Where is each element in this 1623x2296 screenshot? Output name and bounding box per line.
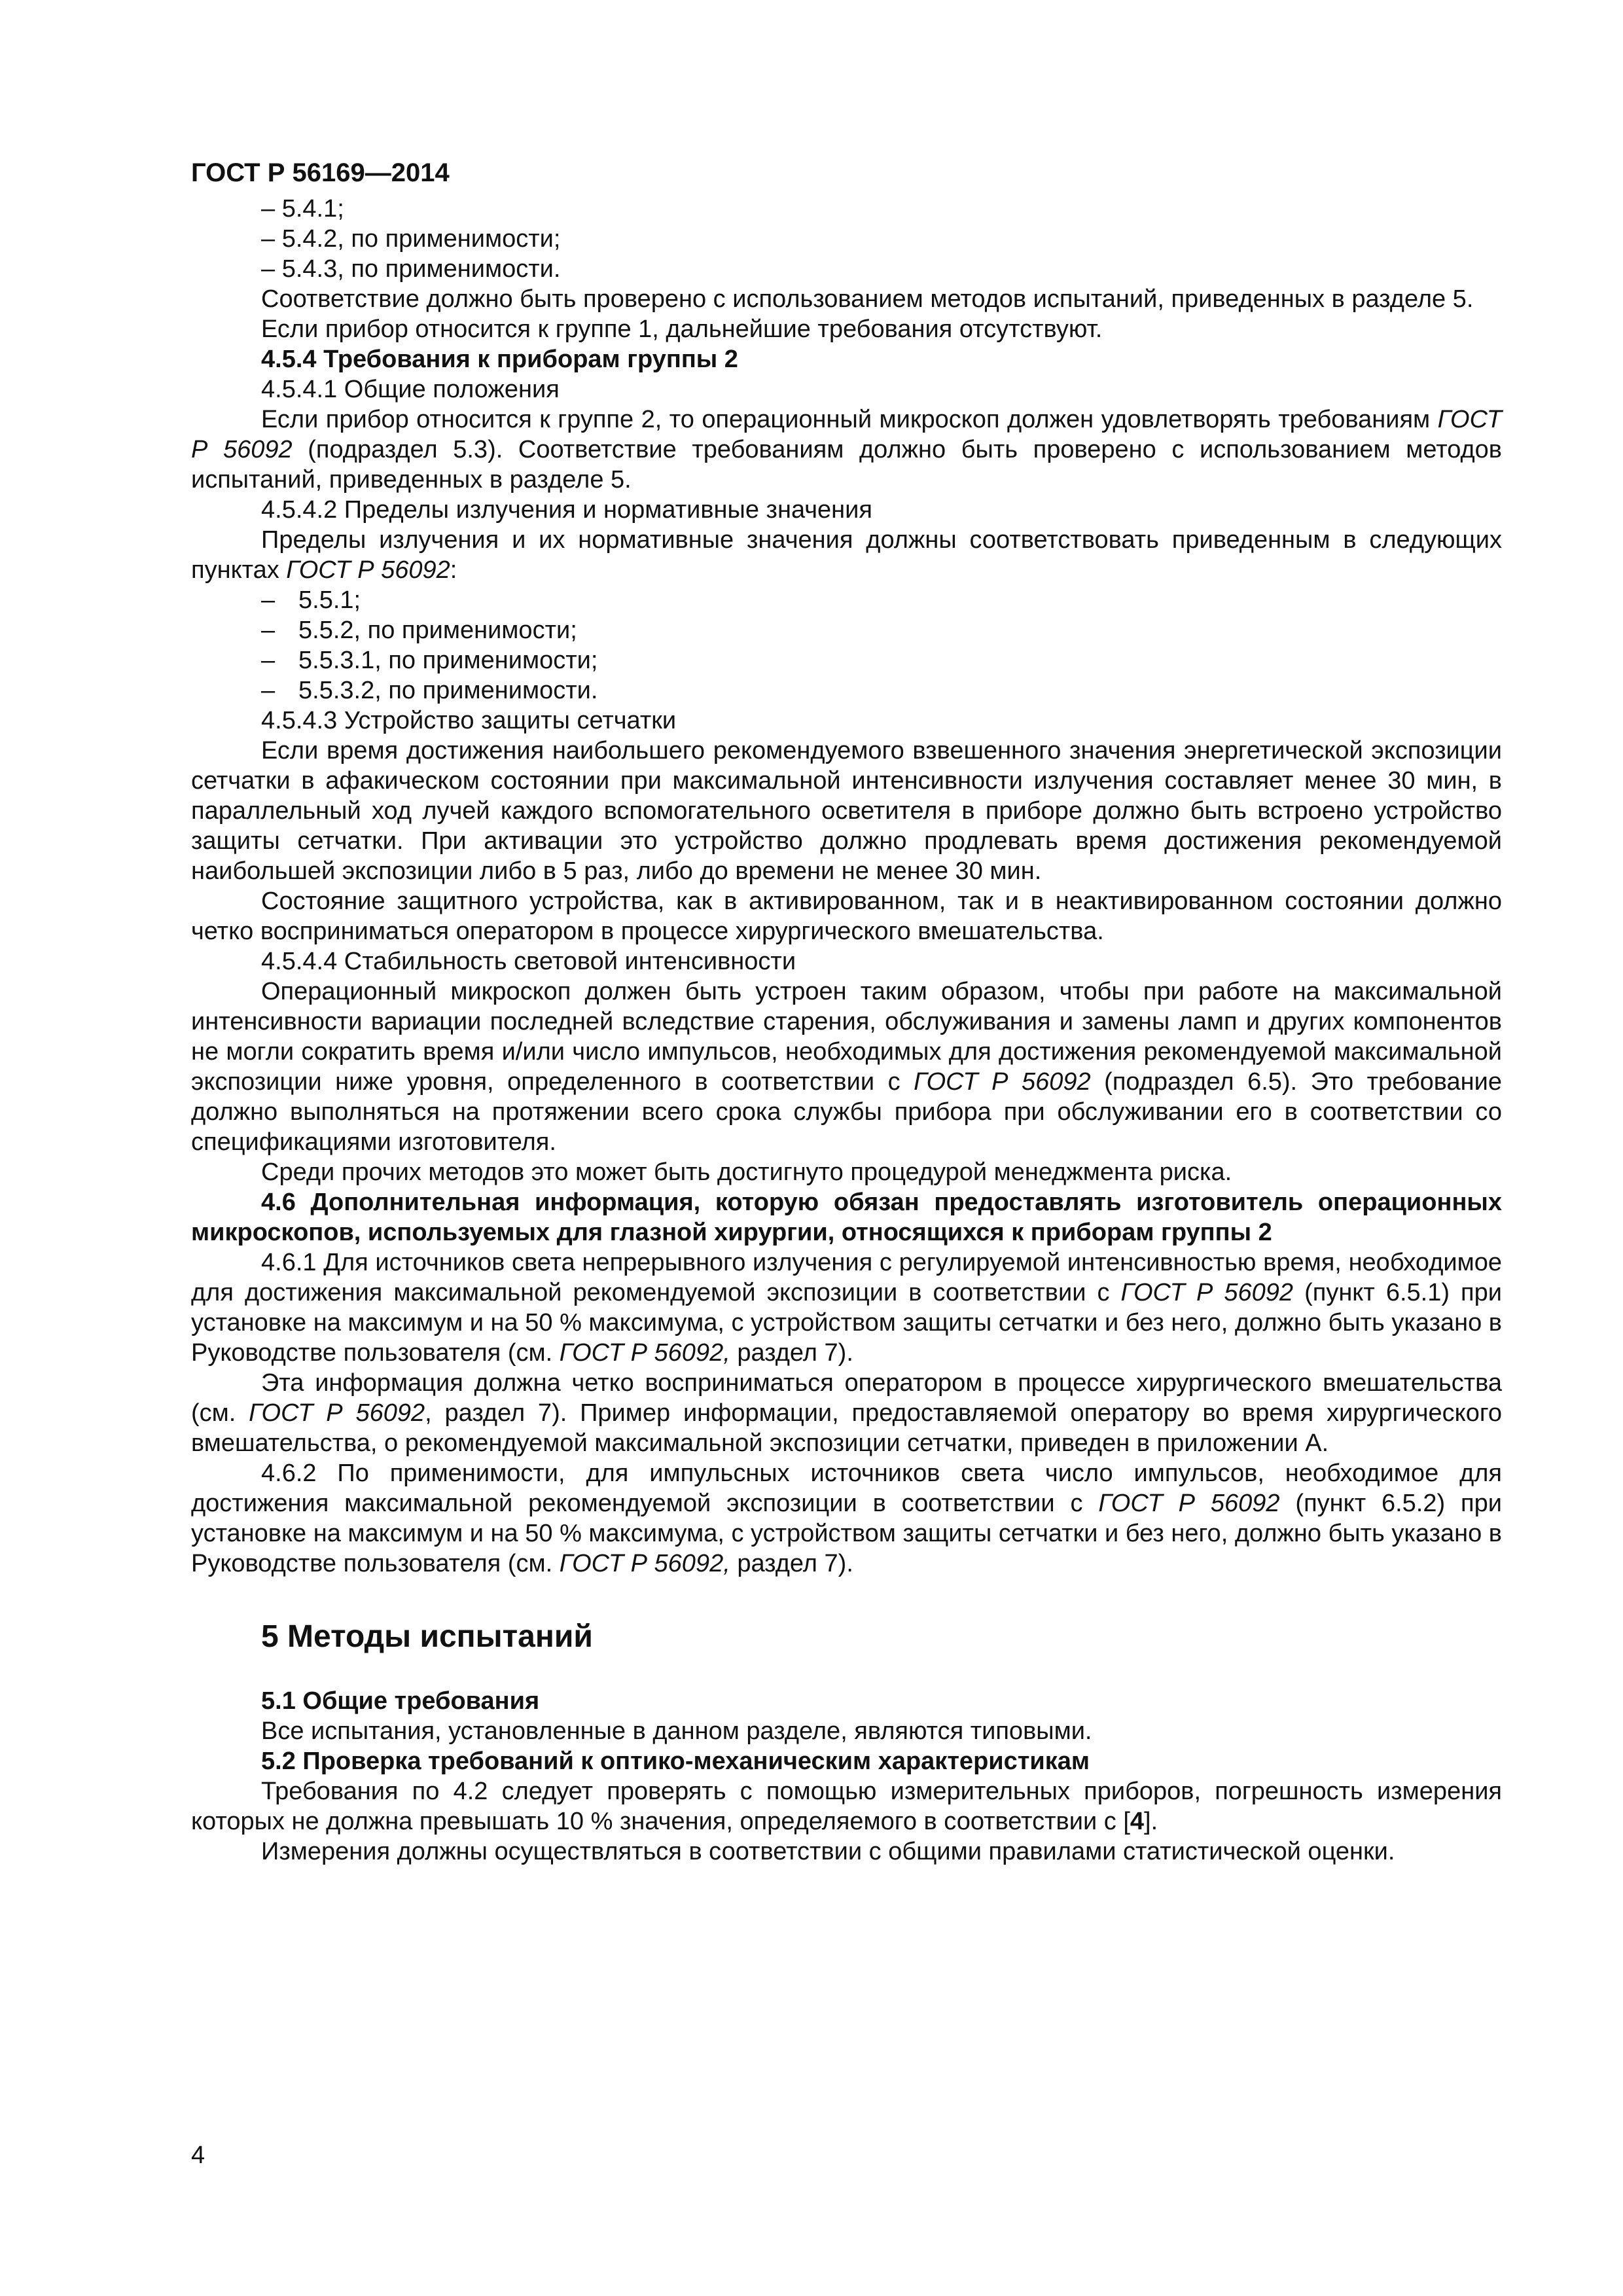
paragraph: Среди прочих методов это может быть достигнуто процедурой менеджмента риска. [261,1158,1232,1186]
paragraph: Пределы излучения и их нормативные значения должны соответствовать приведенным в следующих пунктах ГОСТ Р 56092: [191,526,1502,584]
list-item: – 5.5.3.2, по применимости. [261,677,598,704]
paragraph: 4.6.2 По применимости, для импульсных источников света число импульсов, необходимое для достижения максимальной рекомендуемой экспозиции в соответствии с ГОСТ Р 56092 (пункт 6.5.2) при установке на максимум и на 50 % максимума, с устройством защиты сетчатки и без него, должно быть указано в Руководстве пользователя (см. ГОСТ Р 56092, раздел 7). [191,1460,1502,1577]
paragraph: Все испытания, установленные в данном разделе, являются типовыми. [261,1717,1092,1745]
chapter-heading: 5 Методы испытаний [261,1619,593,1654]
standard-reference: ГОСТ Р 56092 [286,556,450,584]
list-item: – 5.5.2, по применимости; [261,617,577,644]
paragraph: Если прибор относится к группе 2, то операционный микроскоп должен удовлетворять требованиям ГОСТ Р 56092 (подраздел 5.3). Соответствие требованиям должно быть проверено с использованием методов испытаний, приведенных в разделе 5. [191,406,1502,493]
section-heading: 5.2 Проверка требований к оптико-механическим характеристикам [261,1748,1090,1775]
section-heading: 4.6 Дополнительная информация, которую обязан предоставлять изготовитель операционных микроскопов, используемых для глазной хирургии, относящихся к приборам группы 2 [191,1189,1502,1246]
paragraph: Эта информация должна четко восприниматься оператором в процессе хирургического вмешательства (см. ГОСТ Р 56092, раздел 7). Пример информации, предоставляемой оператору во время хирургического вмешательства, о рекомендуемой максимальной экспозиции сетчатки, приведен в приложении А. [191,1369,1502,1457]
list-item: – 5.5.1; [261,586,361,614]
list-item: – 5.4.1; [261,195,344,223]
paragraph: Требования по 4.2 следует проверять с помощью измерительных приборов, погрешность измерения которых не должна превышать 10 % значения, определяемого в соответствии с [4]. [191,1778,1502,1835]
section-heading: 4.5.4 Требования к приборам группы 2 [261,346,738,373]
standard-reference: ГОСТ Р 56092 [249,1399,425,1427]
paragraph: Если время достижения наибольшего рекомендуемого взвешенного значения энергетической экспозиции сетчатки в афакическом состоянии при максимальной интенсивности излучения составляет менее 30 мин, в параллельный ход лучей каждого вспомогательного осветителя в приборе должно быть встроено устройство защиты сетчатки. При активации это устройство должно продлевать время достижения рекомендуемой наибольшей экспозиции либо в 5 раз, либо до времени не менее 30 мин. [191,737,1502,885]
page-number: 4 [191,2142,205,2169]
document-header: ГОСТ Р 56169—2014 [191,158,450,187]
standard-reference: ГОСТ Р 56092, [559,1339,730,1367]
list-item: – 5.5.3.1, по применимости; [261,647,598,674]
paragraph: Состояние защитного устройства, как в активированном, так и в неактивированном состоянии должно четко восприниматься оператором в процессе хирургического вмешательства. [191,888,1502,945]
subsection-heading: 4.5.4.2 Пределы излучения и нормативные значения [261,496,872,524]
subsection-heading: 4.5.4.4 Стабильность световой интенсивности [261,948,796,975]
paragraph: 4.6.1 Для источников света непрерывного излучения с регулируемой интенсивностью время, необходимое для достижения максимальной рекомендуемой экспозиции в соответствии с ГОСТ Р 56092 (пункт 6.5.1) при установке на максимум и на 50 % максимума, с устройством защиты сетчатки и без него, должно быть указано в Руководстве пользователя (см. ГОСТ Р 56092, раздел 7). [191,1249,1502,1367]
standard-reference: ГОСТ Р 56092 [1120,1279,1294,1306]
list-item: – 5.4.3, по применимости. [261,255,561,283]
standard-reference: ГОСТ Р 56092 [1098,1490,1280,1517]
subsection-heading: 4.5.4.1 Общие положения [261,376,560,403]
subsection-heading: 4.5.4.3 Устройство защиты сетчатки [261,707,677,734]
paragraph: Соответствие должно быть проверено с использованием методов испытаний, приведенных в разделе 5. [261,285,1474,313]
bibliography-reference: 4 [1130,1808,1145,1835]
standard-reference: ГОСТ Р 56092, [559,1550,730,1577]
paragraph: Операционный микроскоп должен быть устроен таким образом, чтобы при работе на максимальной интенсивности вариации последней вследствие старения, обслуживания и замены ламп и других компонентов не могли сократить время и/или число импульсов, необходимых для достижения рекомендуемой максимальной экспозиции ниже уровня, определенного в соответствии с ГОСТ Р 56092 (подраздел 6.5). Это требование должно выполняться на протяжении всего срока службы прибора при обслуживании его в соответствии со спецификациями изготовителя. [191,978,1502,1156]
section-heading: 5.1 Общие требования [261,1687,540,1715]
paragraph: Измерения должны осуществляться в соответствии с общими правилами статистической оценки. [261,1838,1395,1865]
standard-reference: ГОСТ Р 56092 [191,406,1502,463]
standard-reference: ГОСТ Р 56092 [914,1068,1091,1096]
paragraph: Если прибор относится к группе 1, дальнейшие требования отсутствуют. [261,315,1103,343]
list-item: – 5.4.2, по применимости; [261,225,561,253]
